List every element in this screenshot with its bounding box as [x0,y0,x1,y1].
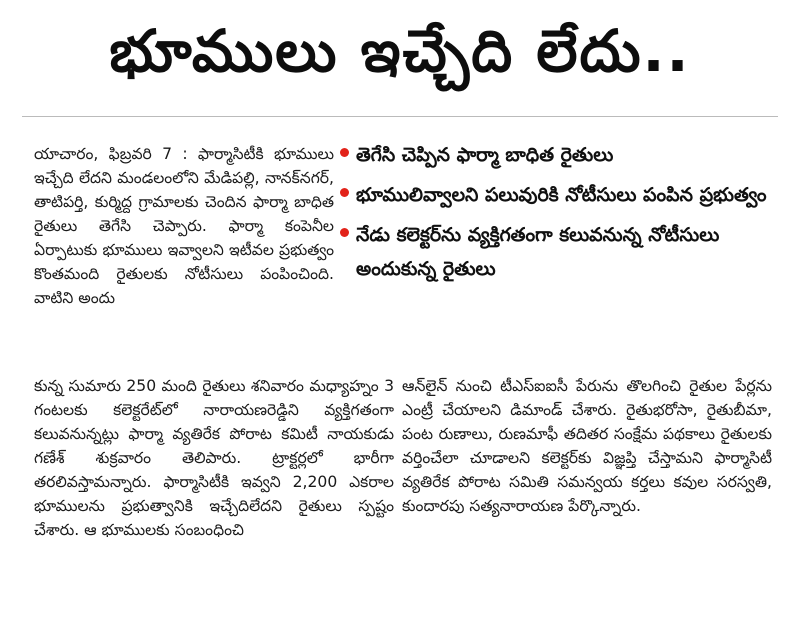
summary-bullets [340,138,790,353]
bullet-text: నేడు కలెక్టర్‌ను వ్యక్తిగతంగా కలువనున్న నోటీసులు అందుకున్న రైతులు [356,224,720,280]
headline: భూములు ఇచ్చేది లేదు.. [109,16,691,85]
body-text-left-bottom: కున్న సుమారు 250 మంది రైతులు శనివారం మధ్యాహ్నం 3 గంటలకు కలెక్టరేట్‌లో నారాయణరెడ్డిని వ్యక్తిగతంగా కలువనున్నట్లు ఫార్మా వ్యతిరేక పోరాట కమిటీ నాయకుడు గణేశ్‌ శుక్రవారం తెలిపారు. ట్రాక్టర్లలో భారీగా తరలివస్తామన్నారు. ఫార్మాసిటీకి ఇవ్వని 2,200 ఎకరాల భూములను ప్రభుత్వానికి ఇచ్చేదిలేదని రైతులు స్పష్టం చేశారు. ఆ భూములకు సంబంధించి [34,377,394,539]
bullet-text: భూములివ్వాలని పలువురికి నోటీసులు పంపిన ప్రభుత్వం [356,184,767,206]
body-column-right [402,374,772,614]
bullet-item [340,218,790,286]
body-column-left-bottom [34,374,394,614]
body-text-right: ఆన్‌లైన్‌ నుంచి టీఎస్‌ఐఐసీ పేరును తొలగించి రైతుల పేర్లను ఎంట్రీ చేయాలని డిమాండ్‌ చేశారు. రైతుభరోసా, రైతుబీమా, పంట రుణాలు, రుణమాఫీ తదితర సంక్షేమ పథకాలు రైతులకు వర్తించేలా చూడాలని కలెక్టర్‌కు విజ్ఞప్తి చేస్తామని ఫార్మాసిటీ వ్యతిరేక పోరాట సమితి సమన్వయ కర్తలు కవుల సరస్వతి, కుందారపు సత్యనారాయణ పేర్కొన్నారు. [402,377,772,515]
body-text-left-top: యాచారం, ఫిబ్రవరి 7 : ఫార్మాసిటీకి భూములు ఇచ్చేది లేదని మండలంలోని మేడిపల్లి, నానక్‌నగర్‌, తాటిపర్తి, కుర్మిద్ద గ్రామాలకు చెందిన ఫార్మా బాధిత రైతులు తెగేసి చెప్పారు. ఫార్మా కంపెనీల ఏర్పాటుకు భూములు ఇవ్వాలని ఇటీవల ప్రభుత్వం కొంతమంది రైతులకు నోటీసులు పంపించింది. వాటిని అందు [34,145,334,307]
red-bullet-icon [340,148,349,157]
red-bullet-icon [340,188,349,197]
bullet-item [340,178,790,212]
bullet-item [340,138,790,172]
headline-divider [22,116,778,117]
bullet-text: తెగేసి చెప్పిన ఫార్మా బాధిత రైతులు [356,144,614,166]
red-bullet-icon [340,228,349,237]
